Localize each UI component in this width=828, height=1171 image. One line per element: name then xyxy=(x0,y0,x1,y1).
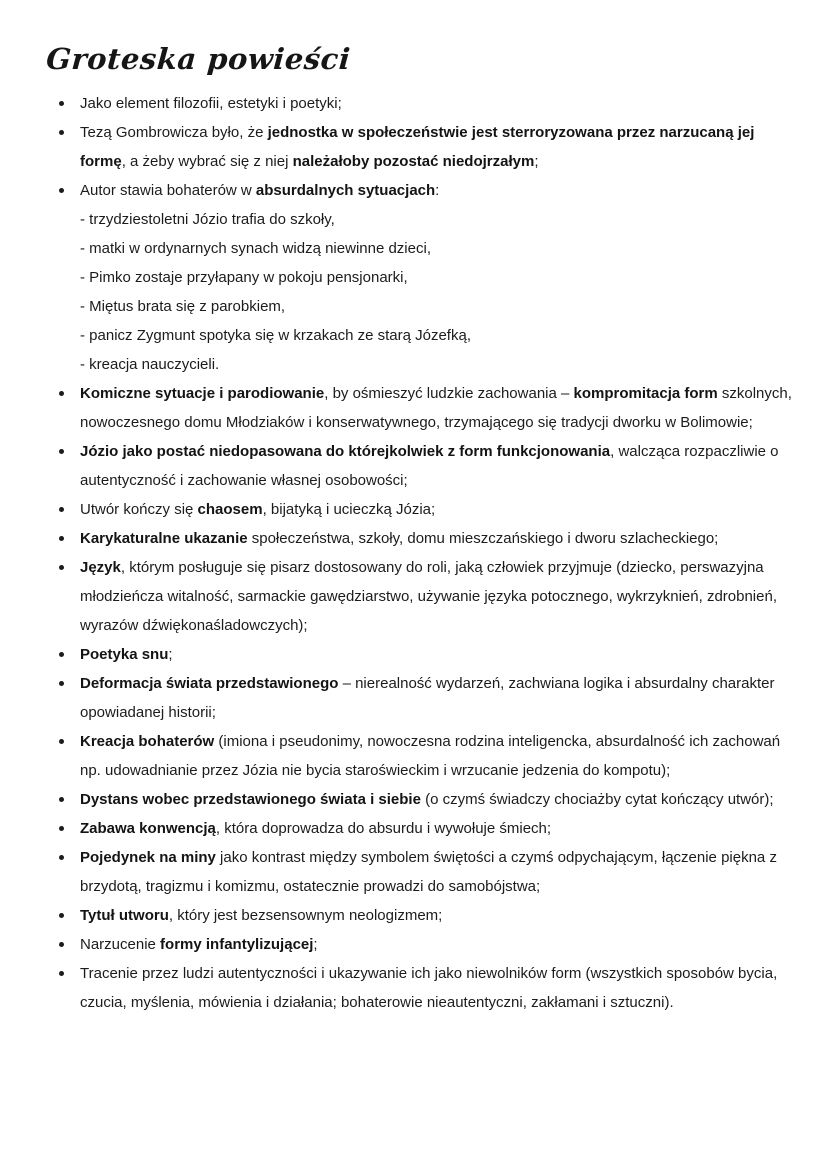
list-item xyxy=(57,640,796,669)
list-item xyxy=(57,437,796,495)
list-item-text: Józio jako postać niedopasowana do którejkolwiek z form funkcjonowania, walcząca rozpaczliwie o autentyczność i zachowanie własnej osobowości; xyxy=(80,443,779,489)
bullet-marker xyxy=(57,176,80,205)
list-item xyxy=(57,727,796,785)
bullet-marker xyxy=(57,495,80,524)
bullet-dot-icon xyxy=(59,942,64,947)
bullet-dot-icon xyxy=(59,536,64,541)
list-item-text: - Miętus brata się z parobkiem, xyxy=(80,298,286,315)
bullet-dot-icon xyxy=(59,855,64,860)
list-item-text: Tytuł utworu, który jest bezsensownym neologizmem; xyxy=(80,907,443,924)
list-item xyxy=(57,379,796,437)
list-item-text: Język, którym posługuje się pisarz dostosowany do roli, jaką człowiek przyjmuje (dziecko, perswazyjna młodzieńcza witalność, sarmackie gawędziarstwo, używanie języka potocznego, wykrzyknień, zdrobnień, wyrazów dźwiękonaśladowczych); xyxy=(80,559,777,634)
list-item-text: Tezą Gombrowicza było, że jednostka w społeczeństwie jest sterroryzowana przez narzucaną jej formę, a żeby wybrać się z niej należałoby pozostać niedojrzałym; xyxy=(80,124,755,170)
list-item xyxy=(57,176,796,205)
bullet-marker xyxy=(57,640,80,669)
bullet-marker xyxy=(57,669,80,727)
sub-item-indent xyxy=(57,234,80,263)
sub-item-indent xyxy=(57,292,80,321)
bullet-marker xyxy=(57,959,80,1017)
sub-item-indent xyxy=(57,321,80,350)
list-item-text: - kreacja nauczycieli. xyxy=(80,356,220,373)
list-item xyxy=(57,524,796,553)
bullet-dot-icon xyxy=(59,681,64,686)
bullet-marker xyxy=(57,843,80,901)
list-item xyxy=(57,89,796,118)
bullet-dot-icon xyxy=(59,565,64,570)
bullet-dot-icon xyxy=(59,188,64,193)
page-title: Groteska powieści xyxy=(45,42,352,76)
list-item xyxy=(57,118,796,176)
list-item-text: Utwór kończy się chaosem, bijatyką i ucieczką Józia; xyxy=(80,501,436,518)
bullet-marker xyxy=(57,379,80,437)
list-item-text: Kreacja bohaterów (imiona i pseudonimy, nowoczesna rodzina inteligencka, absurdalność ich zachowań np. udowadnianie przez Józia nie bycia staroświeckim i wrzucanie jedzenia do kompotu); xyxy=(80,733,781,779)
bullet-marker xyxy=(57,553,80,640)
list-item-text: Komiczne sytuacje i parodiowanie, by ośmieszyć ludzkie zachowania – kompromitacja form szkolnych, nowoczesnego domu Młodziaków i konserwatywnego, trzymającego się tradycji dworku w Bolimowie; xyxy=(80,385,792,431)
bullet-dot-icon xyxy=(59,101,64,106)
list-item-text: Zabawa konwencją, która doprowadza do absurdu i wywołuje śmiech; xyxy=(80,820,552,837)
list-subitem xyxy=(57,263,796,292)
bullet-dot-icon xyxy=(59,391,64,396)
bullet-marker xyxy=(57,814,80,843)
list-item xyxy=(57,495,796,524)
list-item xyxy=(57,959,796,1017)
bullet-dot-icon xyxy=(59,913,64,918)
bullet-marker xyxy=(57,89,80,118)
bullet-dot-icon xyxy=(59,826,64,831)
list-item xyxy=(57,553,796,640)
bullet-marker xyxy=(57,727,80,785)
list-item-text: Pojedynek na miny jako kontrast między symbolem świętości a czymś odpychającym, łączenie piękna z brzydotą, tragizmu i komizmu, ostatecznie prowadzi do samobójstwa; xyxy=(80,849,777,895)
bullet-marker xyxy=(57,930,80,959)
bullet-list xyxy=(57,89,796,1017)
list-item xyxy=(57,901,796,930)
list-subitem xyxy=(57,205,796,234)
sub-item-indent xyxy=(57,263,80,292)
list-subitem xyxy=(57,234,796,263)
list-item xyxy=(57,785,796,814)
sub-item-indent xyxy=(57,350,80,379)
bullet-dot-icon xyxy=(59,971,64,976)
list-subitem xyxy=(57,350,796,379)
list-item-text: - Pimko zostaje przyłapany w pokoju pensjonarki, xyxy=(80,269,408,286)
list-item-text: Tracenie przez ludzi autentyczności i ukazywanie ich jako niewolników form (wszystkich sposobów bycia, czucia, myślenia, mówienia i działania; bohaterowie nieautentyczni, zakłamani i sztuczni). xyxy=(80,965,778,1011)
list-subitem xyxy=(57,321,796,350)
list-item-text: Narzucenie formy infantylizującej; xyxy=(80,936,318,953)
list-item-text: Autor stawia bohaterów w absurdalnych sytuacjach: xyxy=(80,182,440,199)
bullet-dot-icon xyxy=(59,739,64,744)
list-item-text: Deformacja świata przedstawionego – nierealność wydarzeń, zachwiana logika i absurdalny charakter opowiadanej historii; xyxy=(80,675,775,721)
list-item-text: - matki w ordynarnych synach widzą niewinne dzieci, xyxy=(80,240,431,257)
list-item xyxy=(57,814,796,843)
bullet-marker xyxy=(57,901,80,930)
list-item xyxy=(57,930,796,959)
list-item-text: Karykaturalne ukazanie społeczeństwa, szkoły, domu mieszczańskiego i dworu szlacheckiego; xyxy=(80,530,719,547)
list-item-text: - trzydziestoletni Józio trafia do szkoły, xyxy=(80,211,335,228)
list-item xyxy=(57,843,796,901)
bullet-marker xyxy=(57,437,80,495)
list-item-text: - panicz Zygmunt spotyka się w krzakach ze starą Józefką, xyxy=(80,327,471,344)
bullet-dot-icon xyxy=(59,130,64,135)
list-item xyxy=(57,669,796,727)
sub-item-indent xyxy=(57,205,80,234)
list-item-text: Dystans wobec przedstawionego świata i siebie (o czymś świadczy chociażby cytat kończący utwór); xyxy=(80,791,774,808)
bullet-marker xyxy=(57,118,80,176)
bullet-dot-icon xyxy=(59,797,64,802)
bullet-dot-icon xyxy=(59,652,64,657)
bullet-marker xyxy=(57,524,80,553)
list-item-text: Jako element filozofii, estetyki i poetyki; xyxy=(80,95,342,112)
list-subitem xyxy=(57,292,796,321)
bullet-marker xyxy=(57,785,80,814)
bullet-dot-icon xyxy=(59,507,64,512)
list-item-text: Poetyka snu; xyxy=(80,646,173,663)
bullet-dot-icon xyxy=(59,449,64,454)
